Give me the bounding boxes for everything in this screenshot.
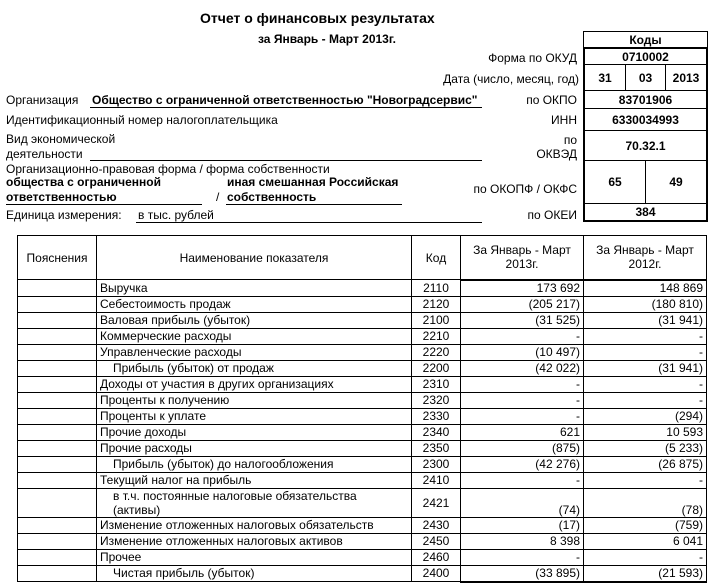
- financial-results-table: [17, 235, 707, 583]
- col-previous-line-2: 2012г.: [628, 257, 662, 272]
- row-current: (42 276): [461, 456, 584, 472]
- report-title: Отчет о финансовых результатах: [200, 10, 435, 26]
- row-name: Изменение отложенных налоговых обязательств: [97, 517, 412, 533]
- inn-description: Идентификационный номер налогоплательщика: [6, 113, 278, 127]
- okpo-label: по ОКПО: [526, 93, 577, 107]
- row-current: -: [461, 472, 584, 488]
- row-current: (31 525): [461, 312, 584, 328]
- ownership-value-2: собственность: [227, 190, 317, 204]
- row-current: (875): [461, 440, 584, 456]
- col-current-line-2: 2013г.: [505, 257, 539, 272]
- row-current: -: [461, 408, 584, 424]
- row-name: Изменение отложенных налоговых активов: [97, 533, 412, 549]
- row-code: 2320: [412, 392, 461, 408]
- okud-label: Форма по ОКУД: [488, 51, 577, 65]
- inn-label: ИНН: [551, 113, 577, 127]
- col-notes: Пояснения: [18, 236, 97, 280]
- col-previous-line-1: За Январь - Март: [596, 243, 694, 258]
- col-current: [461, 236, 584, 280]
- codes-header: Коды: [583, 31, 708, 47]
- table-row: [18, 280, 707, 297]
- row-previous: (26 875): [584, 456, 707, 472]
- row-current: -: [461, 328, 584, 344]
- row-code: 2310: [412, 376, 461, 392]
- row-code: 2100: [412, 312, 461, 328]
- okfs-value: 49: [646, 161, 708, 204]
- col-code: Код: [412, 236, 461, 280]
- activity-label-2: деятельности: [6, 147, 83, 161]
- date-year: 2013: [666, 65, 708, 91]
- row-previous: (180 810): [584, 296, 707, 312]
- row-code: 2421: [412, 488, 461, 517]
- date-day: 31: [583, 65, 626, 91]
- table-row: [18, 312, 707, 328]
- row-previous: -: [584, 328, 707, 344]
- row-current: 621: [461, 424, 584, 440]
- org-label: Организация: [6, 93, 79, 107]
- row-name-line-2: (активы): [113, 502, 161, 517]
- org-value: Общество с ограниченной ответственностью "Новоградсервис": [92, 93, 478, 107]
- okopf-label: по ОКОПФ / ОКФС: [473, 182, 577, 196]
- row-name: Прочее: [97, 549, 412, 565]
- row-previous: (31 941): [584, 312, 707, 328]
- row-current: (205 217): [461, 296, 584, 312]
- row-previous: 10 593: [584, 424, 707, 440]
- row-previous: (294): [584, 408, 707, 424]
- row-name-line-1: в т.ч. постоянные налоговые обязательства: [113, 488, 357, 503]
- row-code: 2430: [412, 517, 461, 533]
- row-previous: -: [584, 392, 707, 408]
- row-previous: -: [584, 344, 707, 360]
- legal-form-value-2: ответственностью: [6, 190, 117, 204]
- okei-value: 384: [583, 204, 708, 222]
- row-current: (17): [461, 517, 584, 533]
- legal-form-value-1: общества с ограниченной: [6, 175, 161, 189]
- ownership-value-1: иная смешанная Российская: [227, 175, 399, 189]
- row-current: -: [461, 549, 584, 565]
- table-row: [18, 549, 707, 565]
- row-code: 2210: [412, 328, 461, 344]
- row-current: (74): [461, 488, 584, 517]
- row-name: Прибыль (убыток) от продаж: [97, 360, 412, 376]
- row-previous: -: [584, 549, 707, 565]
- unit-label: Единица измерения:: [6, 208, 122, 222]
- row-current: 8 398: [461, 533, 584, 549]
- row-name: Управленческие расходы: [97, 344, 412, 360]
- row-previous: -: [584, 376, 707, 392]
- table-row: [18, 360, 707, 376]
- okved-label-1: по: [563, 133, 577, 147]
- table-row: [18, 392, 707, 408]
- okud-value: 0710002: [583, 47, 708, 65]
- row-name: Себестоимость продаж: [97, 296, 412, 312]
- col-previous: [584, 236, 707, 280]
- row-name: Прочие доходы: [97, 424, 412, 440]
- col-current-line-1: За Январь - Март: [473, 243, 571, 258]
- table-row: [18, 376, 707, 392]
- table-row: [18, 565, 707, 582]
- row-code: 2340: [412, 424, 461, 440]
- row-name: Текущий налог на прибыль: [97, 472, 412, 488]
- inn-value: 6330034993: [583, 109, 708, 131]
- row-name: Выручка: [97, 280, 412, 297]
- row-previous: (5 233): [584, 440, 707, 456]
- row-current: 173 692: [461, 280, 584, 297]
- row-name: Проценты к уплате: [97, 408, 412, 424]
- table-row: [18, 533, 707, 549]
- date-label: Дата (число, месяц, год): [443, 72, 579, 86]
- table-row: [18, 408, 707, 424]
- row-code: 2400: [412, 565, 461, 582]
- row-name: [97, 488, 412, 517]
- row-previous: (21 593): [584, 565, 707, 582]
- table-row: [18, 440, 707, 456]
- row-code: 2460: [412, 549, 461, 565]
- row-code: 2330: [412, 408, 461, 424]
- table-row: [18, 344, 707, 360]
- report-period: за Январь - Март 2013г.: [258, 32, 396, 46]
- table-row: [18, 328, 707, 344]
- row-current: -: [461, 376, 584, 392]
- activity-label-1: Вид экономической: [6, 132, 116, 146]
- unit-value: в тыс. рублей: [138, 208, 214, 222]
- row-current: (42 022): [461, 360, 584, 376]
- row-name: Прочие расходы: [97, 440, 412, 456]
- okpo-value: 83701906: [583, 91, 708, 109]
- okved-label-2: ОКВЭД: [536, 147, 577, 161]
- row-previous: (759): [584, 517, 707, 533]
- table-row: [18, 456, 707, 472]
- row-code: 2300: [412, 456, 461, 472]
- table-row: [18, 472, 707, 488]
- row-name: Чистая прибыль (убыток): [97, 565, 412, 582]
- row-name: Проценты к получению: [97, 392, 412, 408]
- row-current: (33 895): [461, 565, 584, 582]
- row-current: (10 497): [461, 344, 584, 360]
- row-code: 2350: [412, 440, 461, 456]
- legal-form-slash: /: [216, 190, 220, 204]
- row-previous: 148 869: [584, 280, 707, 297]
- table-row: [18, 424, 707, 440]
- row-code: 2450: [412, 533, 461, 549]
- row-previous: -: [584, 472, 707, 488]
- date-month: 03: [626, 65, 666, 91]
- okopf-value: 65: [583, 161, 646, 204]
- row-code: 2120: [412, 296, 461, 312]
- row-code: 2220: [412, 344, 461, 360]
- row-code: 2200: [412, 360, 461, 376]
- row-name: Прибыль (убыток) до налогообложения: [97, 456, 412, 472]
- table-row: [18, 488, 707, 517]
- row-code: 2410: [412, 472, 461, 488]
- table-row: [18, 296, 707, 312]
- row-name: Доходы от участия в других организациях: [97, 376, 412, 392]
- okved-value: 70.32.1: [583, 131, 708, 161]
- row-previous: (31 941): [584, 360, 707, 376]
- legal-form-label: Организационно-правовая форма / форма собственности: [6, 162, 330, 176]
- row-name: Коммерческие расходы: [97, 328, 412, 344]
- row-previous: 6 041: [584, 533, 707, 549]
- row-code: 2110: [412, 280, 461, 297]
- row-current: -: [461, 392, 584, 408]
- row-previous: (78): [584, 488, 707, 517]
- table-row: [18, 517, 707, 533]
- okei-label: по ОКЕИ: [527, 208, 577, 222]
- row-name: Валовая прибыль (убыток): [97, 312, 412, 328]
- col-name: Наименование показателя: [97, 236, 412, 280]
